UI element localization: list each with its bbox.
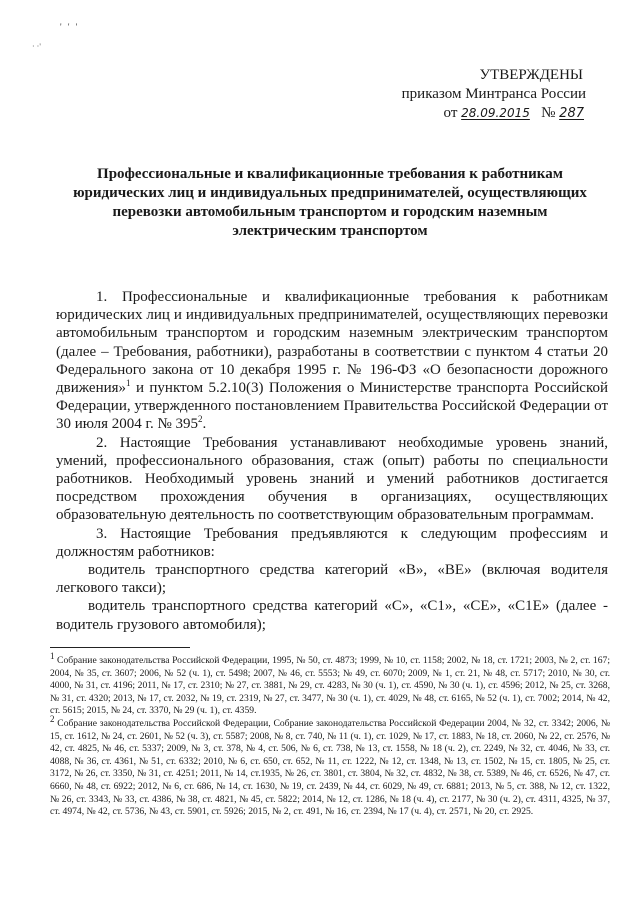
approval-stamp — [380, 66, 610, 123]
document-body — [56, 288, 608, 634]
footnote-2 — [50, 713, 610, 819]
paragraph-1 — [56, 288, 608, 434]
paragraph-2: 2. Настоящие Требования устанавливают необходимые уровень знаний, умений, профессионального образования, стаж (опыт) работы по специальности работников. Необходимый уровень знаний и умений работников достигается посредством прохождения обучения в организациях, осуществляющих образовательную деятельность по соответствующим образовательным программам. — [56, 434, 608, 524]
paragraph-5: водитель транспортного средства категорий «C», «C1», «CE», «C1E» (далее - водитель грузового автомобиля); — [56, 598, 608, 633]
approval-heading: УТВЕРЖДЕНЫ — [479, 67, 583, 83]
number-prefix: № — [541, 105, 556, 121]
footnote-2-text: Собрание законодательства Российской Федерации, Собрание законодательства Российской Федерации 2004, № 32, ст. 3342; 2006, № 15, ст. 1612, № 24, ст. 2601, № 52 (ч. 3), ст. 5587; 2008, № 8, ст. 740, № 11 (ч. 1), ст. 1029, № 17, ст. 1883, № 18, ст. 2060, № 22, ст. 2576, № 42, ст. 4825, № 46, ст. 5337; 2009, № 3, ст. 378, № 4, ст. 506, № 6, ст. 738, № 13, ст. 1558, № 18 (ч. 2), ст. 2249, № 32, ст. 4046, № 33, ст. 4088, № 36, ст. 4361, № 51, ст. 6332; 2010, № 6, ст. 650, ст. 652, № 11, ст. 1222, № 12, ст. 1348, № 13, ст. 1502, № 15, ст. 1805, № 25, ст. 3172, № 26, ст. 3350, № 31, ст. 4251; 2011, № 14, ст.1935, № 26, ст. 3801, ст. 3804, № 32, ст. 4832, № 38, ст. 5389, № 46, ст. 6526, № 47, ст. 6660, № 48, ст. 6922; 2012, № 6, ст. 686, № 14, ст. 1630, № 19, ст. 2439, № 44, ст. 6029, № 49, ст. 6881; 2013, № 5, ст. 388, № 12, ст. 1322, № 26, ст. 3343, № 33, ст. 4386, № 38, ст. 4821, № 45, ст. 5822; 2014, № 12, ст. 1286, № 18 (ч. 4), ст. 2177, № 30 (ч. 2), ст. 4311, 4325, № 37, ст. 4974, № 42, ст. 5736, № 43, ст. 5901, ст. 5926; 2015, № 2, ст. 491, № 16, ст. 2394, № 17 (ч. 4), ст. 2571, № 20, ст. 2925. — [50, 717, 610, 818]
paragraph-1-text-b: и пунктом 5.2.10(3) Положения о Министерстве транспорта Российской Федерации, утвержденного постановлением Правительства Российской Федерации от 30 июля 2004 г. № 395 — [56, 380, 608, 433]
paragraph-1-end: . — [202, 416, 207, 433]
paragraph-1-text-a: 1. Профессиональные и квалификационные требования к работникам юридических лиц и индивидуальных предпринимателей, осуществляющих перевозки автомобильным транспортом и городским наземным электрическим транспортом (далее – Требования, работники), разработаны в соответствии с пунктом 4 статьи 20 Федерального закона от 10 декабря 1995 г. № 196-ФЗ «О безопасности дорожного движения» — [56, 289, 608, 397]
footnote-2-mark: 2 — [50, 713, 55, 724]
handwritten-number: 287 — [559, 106, 584, 121]
scan-artifact: · ·' — [32, 42, 41, 51]
footnote-1 — [50, 650, 610, 718]
document-title: Профессиональные и квалификационные требования к работникам юридических лиц и индивидуальных предпринимателей, осуществляющих перевозки автомобильным транспортом и городским наземным электрическим транспортом — [73, 166, 587, 239]
approval-date-line — [380, 104, 610, 123]
footnote-1-mark: 1 — [50, 650, 55, 661]
footnote-ref-1: 1 — [126, 378, 131, 389]
footnote-1-text: Собрание законодательства Российской Федерации, 1995, № 50, ст. 4873; 1999, № 10, ст. 1158; 2002, № 18, ст. 1721; 2003, № 2, ст. 167; 2004, № 35, ст. 3607; 2006, № 52 (ч. 1), ст. 5498; 2007, № 46, ст. 5553; № 49, ст. 6070; 2009, № 1, ст. 21, № 48, ст. 5717; 2010, № 30, ст. 4000, № 31, ст. 4196; 2011, № 17, ст. 2310; № 27, ст. 3881, № 29, ст. 4283, № 30 (ч. 1), ст. 4590, № 30 (ч. 1), ст. 4596; 2012, № 25, ст. 3268, № 31, ст. 4320; 2013, № 17, ст. 2032, № 19, ст. 2319, № 27, ст. 3477, № 30 (ч. 1), ст. 4029, № 48, ст. 6165, № 52 (ч. 1), ст. 7002; 2014, № 42, ст. 5615; 2015, № 24, ст. 3370, № 29 (ч. 1), ст. 4359. — [50, 655, 610, 717]
approval-order-text: приказом Минтранса России — [401, 86, 586, 102]
scan-artifact: ' ' ' — [60, 22, 80, 32]
footnote-divider — [50, 647, 190, 648]
date-prefix: от — [443, 105, 458, 121]
paragraph-4: водитель транспортного средства категорий «B», «BE» (включая водителя легкового такси); — [56, 562, 608, 597]
footnote-ref-2: 2 — [198, 414, 203, 425]
handwritten-date: 28.09.2015 — [461, 106, 530, 120]
footnotes — [50, 650, 610, 819]
paragraph-3: 3. Настоящие Требования предъявляются к следующим профессиям и должностям работников: — [56, 525, 608, 560]
